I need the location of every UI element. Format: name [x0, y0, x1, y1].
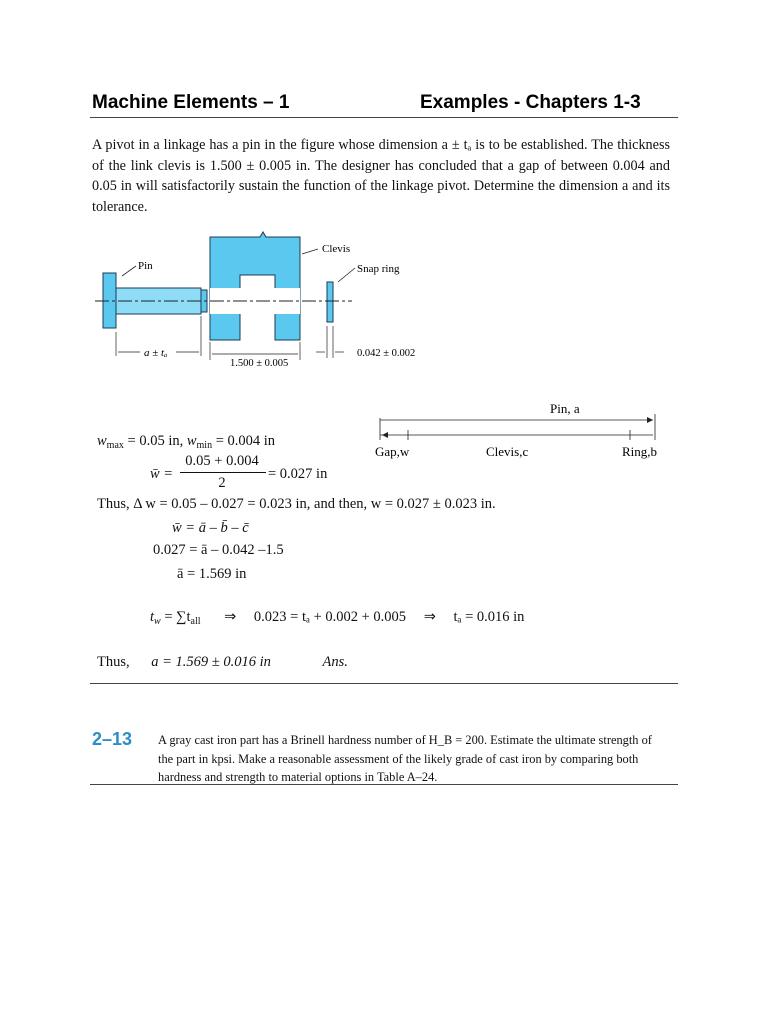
dim-ring-label: 0.042 ± 0.002 [357, 348, 416, 359]
tolerance-stack-diagram [375, 400, 675, 460]
stack-clevis-label: Clevis,c [486, 444, 529, 459]
tolerance-sum-equation: $t_w = \sum t_{all}$ ⇒ 0.023 = tₐ + 0.002 + 0.005 ⇒ tₐ = 0.016 in [150, 609, 525, 627]
section-rule-top [90, 683, 678, 684]
w-stack-equation: w̄ = ā – b̄ – c̄ [172, 520, 249, 536]
pivot-figure [90, 230, 420, 370]
snap-ring-label: Snap ring [357, 263, 400, 275]
problem-2-13-text: A gray cast iron part has a Brinell hardness number of H_B = 200. Estimate the ultimate strength of the part in kpsi. Make a reasonable assessment of the likely grade of cast iron by comparing both hardness and strength to material options in Table A–24. [158, 733, 652, 784]
header-rule [90, 117, 678, 118]
substitution-equation: 0.027 = ā – 0.042 –1.5 [153, 542, 284, 558]
document-header-right: Examples - Chapters 1-3 [420, 92, 641, 113]
dim-clevis-label: 1.500 ± 0.005 [230, 358, 289, 369]
stack-pin-label: Pin, a [550, 401, 580, 416]
final-answer-line: Thus, a = 1.569 ± 0.016 in Ans. [97, 654, 348, 670]
document-header-left: Machine Elements – 1 [92, 92, 290, 113]
stack-ring-label: Ring,b [622, 444, 658, 459]
w-range-line: $w_{max} = 0.05$ in, $w_{min} = 0.004$ in [97, 433, 276, 451]
section-rule-bottom [90, 784, 678, 785]
clevis-shape [210, 232, 300, 340]
thus-delta-line: Thus, Δ w = 0.05 – 0.027 = 0.023 in, and then, w = 0.027 ± 0.023 in. [97, 496, 496, 512]
snap-ring [327, 282, 333, 322]
clevis-label: Clevis [322, 243, 351, 255]
pin-label: Pin [138, 260, 153, 272]
problem-statement: A pivot in a linkage has a pin in the figure whose dimension a ± tₐ is to be established. The thickness of the link clevis is 1.500 ± 0.005 in. The designer has concluded that a gap of between 0.004 and 0.05 in will satisfactorily sustain the function of the linkage pivot. Determine the dimension a and its tolerance. [92, 137, 670, 215]
dim-a-label: a ± tₐ [144, 347, 168, 359]
problem-number: 2–13 [92, 729, 133, 749]
stack-gap-label: Gap,w [375, 444, 410, 459]
a-mean-result: ā = 1.569 in [177, 566, 247, 582]
